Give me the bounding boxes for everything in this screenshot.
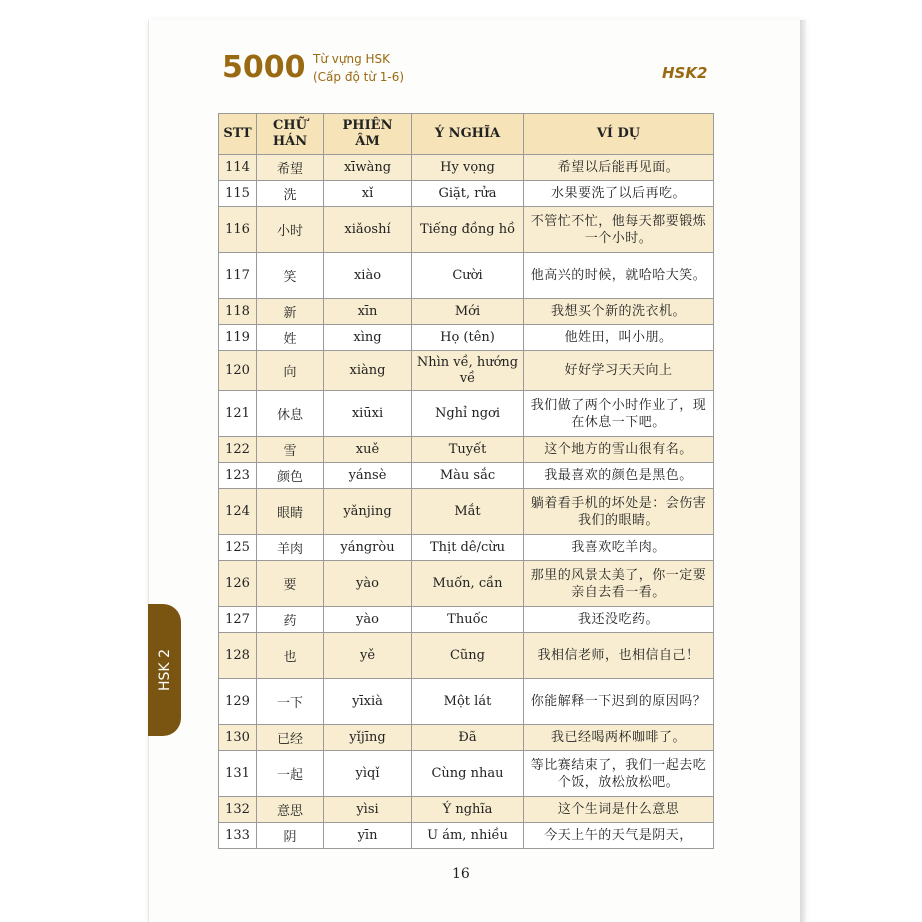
header-meaning: Ý NGHĨA (412, 114, 524, 155)
cell-pinyin: xuě (324, 437, 412, 463)
cell-example: 躺着看手机的坏处是：会伤害我们的眼睛。 (524, 489, 714, 535)
cell-example: 我想买个新的洗衣机。 (524, 299, 714, 325)
cell-pinyin: xiūxi (324, 391, 412, 437)
cell-example: 好好学习天天向上 (524, 351, 714, 391)
cell-hanzi: 希望 (257, 155, 324, 181)
cell-example: 我们做了两个小时作业了，现在休息一下吧。 (524, 391, 714, 437)
cell-hanzi: 眼睛 (257, 489, 324, 535)
cell-example: 希望以后能再见面。 (524, 155, 714, 181)
cell-pinyin: yě (324, 633, 412, 679)
cell-stt: 119 (219, 325, 257, 351)
cell-example: 我最喜欢的颜色是黑色。 (524, 463, 714, 489)
table-row (219, 751, 714, 797)
cell-example: 他高兴的时候，就哈哈大笑。 (524, 253, 714, 299)
cell-example: 我相信老师，也相信自己！ (524, 633, 714, 679)
cell-hanzi: 已经 (257, 725, 324, 751)
cell-example: 我已经喝两杯咖啡了。 (524, 725, 714, 751)
cell-pinyin: yǐjīng (324, 725, 412, 751)
cell-example: 这个生词是什么意思 (524, 797, 714, 823)
cell-example: 他姓田，叫小朋。 (524, 325, 714, 351)
cell-pinyin: yào (324, 561, 412, 607)
table-row (219, 181, 714, 207)
header-stt: STT (219, 114, 257, 155)
cell-stt: 131 (219, 751, 257, 797)
cell-pinyin: xīwàng (324, 155, 412, 181)
cell-meaning: Mắt (412, 489, 524, 535)
cell-stt: 125 (219, 535, 257, 561)
table-row (219, 797, 714, 823)
cell-hanzi: 新 (257, 299, 324, 325)
table-row (219, 607, 714, 633)
cell-hanzi: 休息 (257, 391, 324, 437)
page-number: 16 (452, 866, 470, 882)
cell-pinyin: xiǎoshí (324, 207, 412, 253)
cell-hanzi: 向 (257, 351, 324, 391)
table-row (219, 633, 714, 679)
vocabulary-table (218, 113, 714, 849)
cell-stt: 127 (219, 607, 257, 633)
table-row (219, 299, 714, 325)
cell-meaning: Ý nghĩa (412, 797, 524, 823)
cell-hanzi: 羊肉 (257, 535, 324, 561)
cell-meaning: Hy vọng (412, 155, 524, 181)
table-row (219, 535, 714, 561)
cell-meaning: Nghỉ ngơi (412, 391, 524, 437)
table-row (219, 489, 714, 535)
table-row (219, 253, 714, 299)
cell-hanzi: 姓 (257, 325, 324, 351)
header-hanzi (257, 114, 324, 155)
cell-stt: 124 (219, 489, 257, 535)
cell-meaning: Cũng (412, 633, 524, 679)
table-row (219, 325, 714, 351)
cell-example: 我喜欢吃羊肉。 (524, 535, 714, 561)
table-header-row (219, 114, 714, 155)
cell-meaning: Cười (412, 253, 524, 299)
table-row (219, 463, 714, 489)
cell-example: 你能解释一下迟到的原因吗？ (524, 679, 714, 725)
cell-stt: 122 (219, 437, 257, 463)
cell-pinyin: xiào (324, 253, 412, 299)
table-row (219, 823, 714, 849)
table-row (219, 351, 714, 391)
cell-stt: 129 (219, 679, 257, 725)
cell-pinyin: yào (324, 607, 412, 633)
cell-example: 这个地方的雪山很有名。 (524, 437, 714, 463)
cell-meaning: Mới (412, 299, 524, 325)
header-hanzi-line-1: CHỮ (273, 118, 307, 133)
cell-meaning: Đã (412, 725, 524, 751)
header-pinyin (324, 114, 412, 155)
cell-pinyin: xiàng (324, 351, 412, 391)
table-row (219, 725, 714, 751)
header-pinyin-line-2: ÂM (355, 134, 380, 149)
cell-stt: 118 (219, 299, 257, 325)
cell-meaning: Thịt dê/cừu (412, 535, 524, 561)
cell-meaning: Màu sắc (412, 463, 524, 489)
table-row (219, 679, 714, 725)
cell-hanzi: 也 (257, 633, 324, 679)
cell-hanzi: 阴 (257, 823, 324, 849)
cell-meaning: Tuyết (412, 437, 524, 463)
cell-stt: 117 (219, 253, 257, 299)
cell-stt: 128 (219, 633, 257, 679)
cell-hanzi: 药 (257, 607, 324, 633)
cell-example: 今天上午的天气是阴天， (524, 823, 714, 849)
cell-stt: 116 (219, 207, 257, 253)
cell-hanzi: 一起 (257, 751, 324, 797)
cell-pinyin: xīn (324, 299, 412, 325)
cell-pinyin: xǐ (324, 181, 412, 207)
table-row (219, 155, 714, 181)
brand-line-2: (Cấp độ từ 1-6) (313, 70, 405, 84)
cell-example: 我还没吃药。 (524, 607, 714, 633)
table-row (219, 437, 714, 463)
cell-stt: 133 (219, 823, 257, 849)
cell-hanzi: 小时 (257, 207, 324, 253)
cell-pinyin: yīxià (324, 679, 412, 725)
table-body (219, 155, 714, 849)
cell-hanzi: 意思 (257, 797, 324, 823)
brand-line-1: Từ vựng HSK (313, 52, 391, 66)
cell-meaning: U ám, nhiều (412, 823, 524, 849)
page-edge (800, 20, 806, 922)
table-row (219, 391, 714, 437)
cell-pinyin: yǎnjing (324, 489, 412, 535)
cell-example: 等比赛结束了，我们一起去吃个饭，放松放松吧。 (524, 751, 714, 797)
cell-stt: 121 (219, 391, 257, 437)
table-row (219, 207, 714, 253)
cell-hanzi: 颜色 (257, 463, 324, 489)
cell-pinyin: yìsi (324, 797, 412, 823)
cell-stt: 130 (219, 725, 257, 751)
level-tag: HSK2 (662, 64, 708, 82)
cell-pinyin: xìng (324, 325, 412, 351)
cell-hanzi: 雪 (257, 437, 324, 463)
header-example: VÍ DỤ (524, 114, 714, 155)
cell-hanzi: 笑 (257, 253, 324, 299)
table-row (219, 561, 714, 607)
cell-example: 那里的风景太美了，你一定要亲自去看一看。 (524, 561, 714, 607)
header-pinyin-line-1: PHIÊN (342, 118, 393, 133)
cell-stt: 120 (219, 351, 257, 391)
cell-hanzi: 一下 (257, 679, 324, 725)
cell-meaning: Cùng nhau (412, 751, 524, 797)
cell-pinyin: yánsè (324, 463, 412, 489)
side-tab-label: HSK 2 (156, 649, 173, 691)
cell-stt: 114 (219, 155, 257, 181)
cell-stt: 126 (219, 561, 257, 607)
cell-meaning: Nhìn về, hướng về (412, 351, 524, 391)
cell-pinyin: yìqǐ (324, 751, 412, 797)
cell-meaning: Tiếng đồng hồ (412, 207, 524, 253)
cell-example: 不管忙不忙，他每天都要锻炼一个小时。 (524, 207, 714, 253)
cell-example: 水果要洗了以后再吃。 (524, 181, 714, 207)
cell-hanzi: 要 (257, 561, 324, 607)
cell-meaning: Một lát (412, 679, 524, 725)
cell-meaning: Thuốc (412, 607, 524, 633)
side-tab-label-wrap (148, 604, 181, 736)
cell-stt: 115 (219, 181, 257, 207)
cell-stt: 123 (219, 463, 257, 489)
header-hanzi-line-2: HÁN (272, 134, 308, 149)
cell-meaning: Họ (tên) (412, 325, 524, 351)
cell-pinyin: yángròu (324, 535, 412, 561)
cell-meaning: Giặt, rửa (412, 181, 524, 207)
cell-pinyin: yīn (324, 823, 412, 849)
cell-hanzi: 洗 (257, 181, 324, 207)
brand-number: 5000 (222, 50, 306, 85)
brand-subtitle (313, 50, 404, 86)
cell-stt: 132 (219, 797, 257, 823)
cell-meaning: Muốn, cần (412, 561, 524, 607)
